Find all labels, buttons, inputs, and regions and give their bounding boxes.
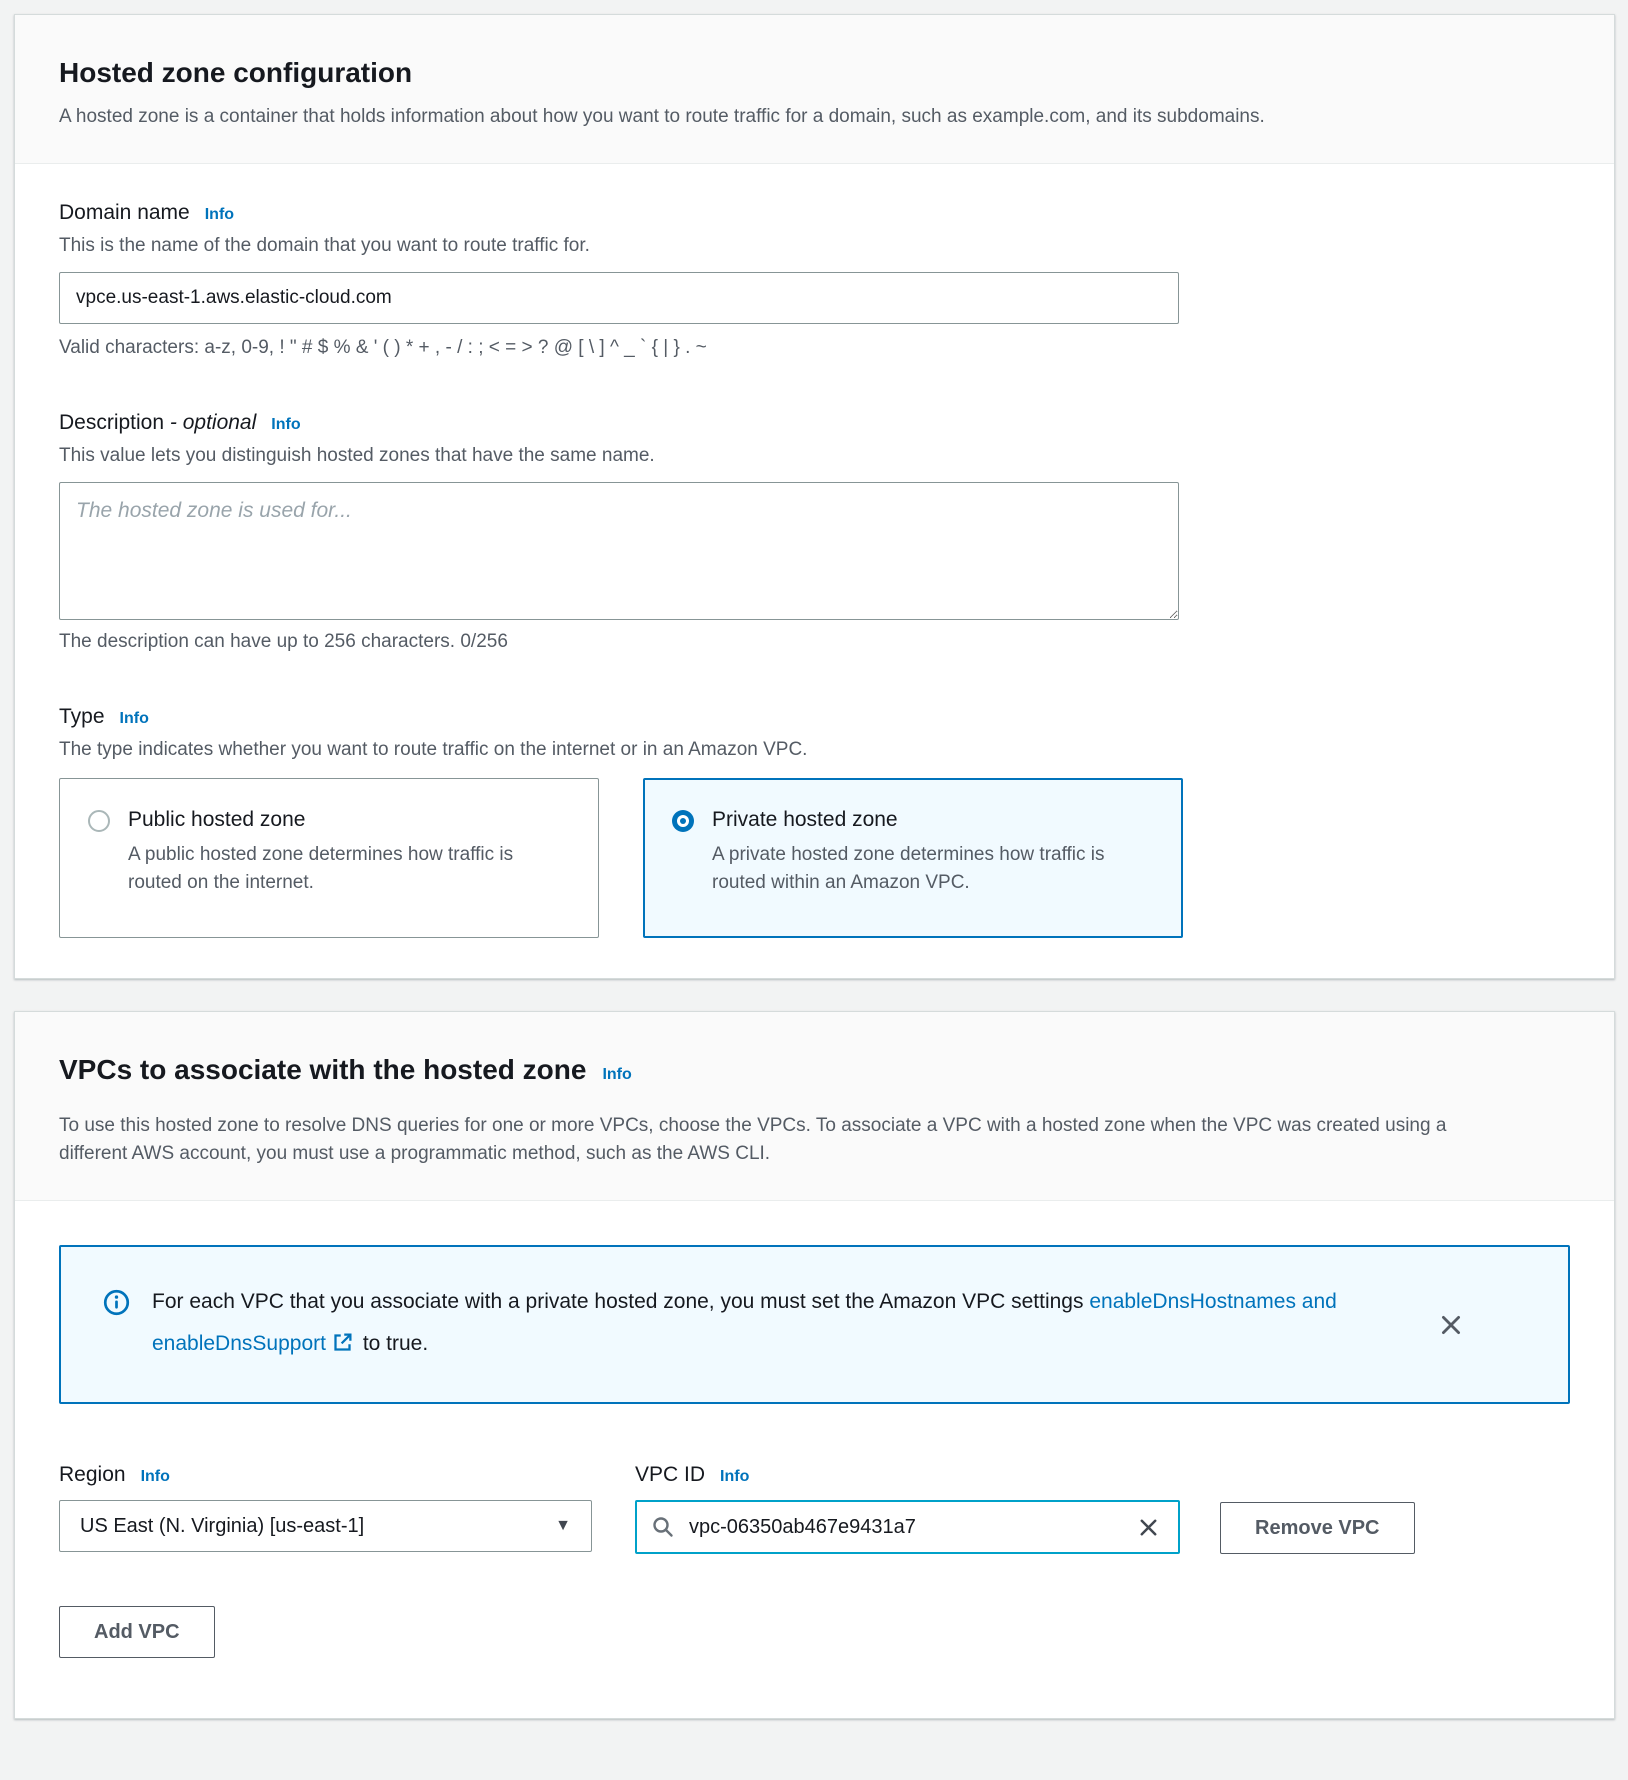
public-hosted-zone-description: A public hosted zone determines how traffic is routed on the internet. <box>128 844 514 893</box>
vpcs-section-body <box>15 1201 1614 1718</box>
public-hosted-zone-option[interactable] <box>59 778 599 938</box>
vpc-id-search-box <box>635 1500 1180 1554</box>
region-select[interactable] <box>59 1500 592 1552</box>
description-label: Description - optional <box>59 411 257 434</box>
region-label: Region <box>59 1463 126 1486</box>
vpcs-section-info-link[interactable]: Info <box>602 1066 632 1083</box>
vpcs-section-description: To use this hosted zone to resolve DNS queries for one or more VPCs, choose the VPCs. To associate a VPC with a hosted zone when the VPC was created using a different AWS account, you must use a programmatic method, such as the AWS CLI. <box>59 1115 1447 1164</box>
domain-name-help-text: This is the name of the domain that you want to route traffic for. <box>59 235 590 256</box>
private-hosted-zone-title: Private hosted zone <box>712 808 898 831</box>
vpcs-to-associate-section <box>14 1011 1615 1719</box>
banner-text-after-link: to true. <box>362 1332 429 1355</box>
clear-vpc-id-button[interactable] <box>1133 1512 1164 1543</box>
radio-checked-icon[interactable] <box>672 810 694 832</box>
vpc-id-label: VPC ID <box>635 1463 706 1486</box>
private-hosted-zone-description: A private hosted zone determines how traffic is routed within an Amazon VPC. <box>712 844 1105 893</box>
close-icon <box>1438 1326 1464 1341</box>
description-counter-text: The description can have up to 256 characters. 0/256 <box>59 631 508 652</box>
section-title: Hosted zone configuration <box>59 57 413 88</box>
vpc-id-field-group <box>635 1462 1415 1554</box>
type-info-link[interactable]: Info <box>119 710 149 727</box>
hosted-zone-type-options <box>59 778 1570 938</box>
type-field-group <box>59 704 1570 938</box>
banner-message <box>152 1281 1412 1368</box>
domain-name-field-group <box>59 200 1570 362</box>
description-textarea[interactable] <box>59 482 1179 620</box>
hosted-zone-configuration-body <box>15 164 1614 978</box>
vpcs-section-title: VPCs to associate with the hosted zone <box>59 1054 587 1085</box>
description-field-group <box>59 410 1570 656</box>
external-link-icon <box>332 1326 353 1368</box>
vpc-id-info-link[interactable]: Info <box>720 1468 750 1485</box>
clear-x-icon <box>1137 1527 1160 1542</box>
search-icon <box>651 1515 675 1539</box>
region-info-link[interactable]: Info <box>140 1468 170 1485</box>
banner-close-button[interactable] <box>1432 1306 1470 1344</box>
type-label: Type <box>59 705 105 728</box>
vpc-settings-info-banner <box>59 1245 1570 1404</box>
vpc-association-row <box>59 1462 1570 1554</box>
chevron-down-icon: ▼ <box>555 1517 571 1534</box>
domain-name-label: Domain name <box>59 201 190 224</box>
add-vpc-button[interactable]: Add VPC <box>59 1606 215 1658</box>
remove-vpc-button[interactable]: Remove VPC <box>1220 1502 1415 1554</box>
type-help-text: The type indicates whether you want to route traffic on the internet or in an Amazon VPC. <box>59 739 808 760</box>
public-hosted-zone-title: Public hosted zone <box>128 808 306 831</box>
vpcs-section-header <box>15 1012 1614 1201</box>
info-circle-icon <box>103 1289 130 1321</box>
radio-unchecked-icon[interactable] <box>88 810 110 832</box>
description-info-link[interactable]: Info <box>271 416 301 433</box>
private-hosted-zone-option[interactable] <box>643 778 1183 938</box>
region-selected-value: US East (N. Virginia) [us-east-1] <box>80 1514 365 1537</box>
vpc-id-input[interactable] <box>687 1515 1121 1540</box>
region-field-group <box>59 1462 592 1552</box>
hosted-zone-configuration-header <box>15 15 1614 164</box>
section-description: A hosted zone is a container that holds information about how you want to route traffic for a domain, such as example.com, and its subdomains. <box>59 106 1265 127</box>
description-help-text: This value lets you distinguish hosted zones that have the same name. <box>59 445 655 466</box>
hosted-zone-configuration-section <box>14 14 1615 979</box>
domain-name-constraint-text: Valid characters: a-z, 0-9, ! " # $ % & ' ( ) * + , - / : ; < = > ? @ [ \ ] ^ _ ` { | } . ~ <box>59 337 707 358</box>
domain-name-info-link[interactable]: Info <box>204 206 235 223</box>
banner-text-before-link: For each VPC that you associate with a private hosted zone, you must set the Amazon VPC settings <box>152 1290 1084 1313</box>
domain-name-input[interactable] <box>59 272 1179 324</box>
enable-dns-settings-link[interactable]: enableDnsHostnames and enableDnsSupport <box>152 1290 1337 1355</box>
description-optional-suffix: - optional <box>169 411 257 434</box>
